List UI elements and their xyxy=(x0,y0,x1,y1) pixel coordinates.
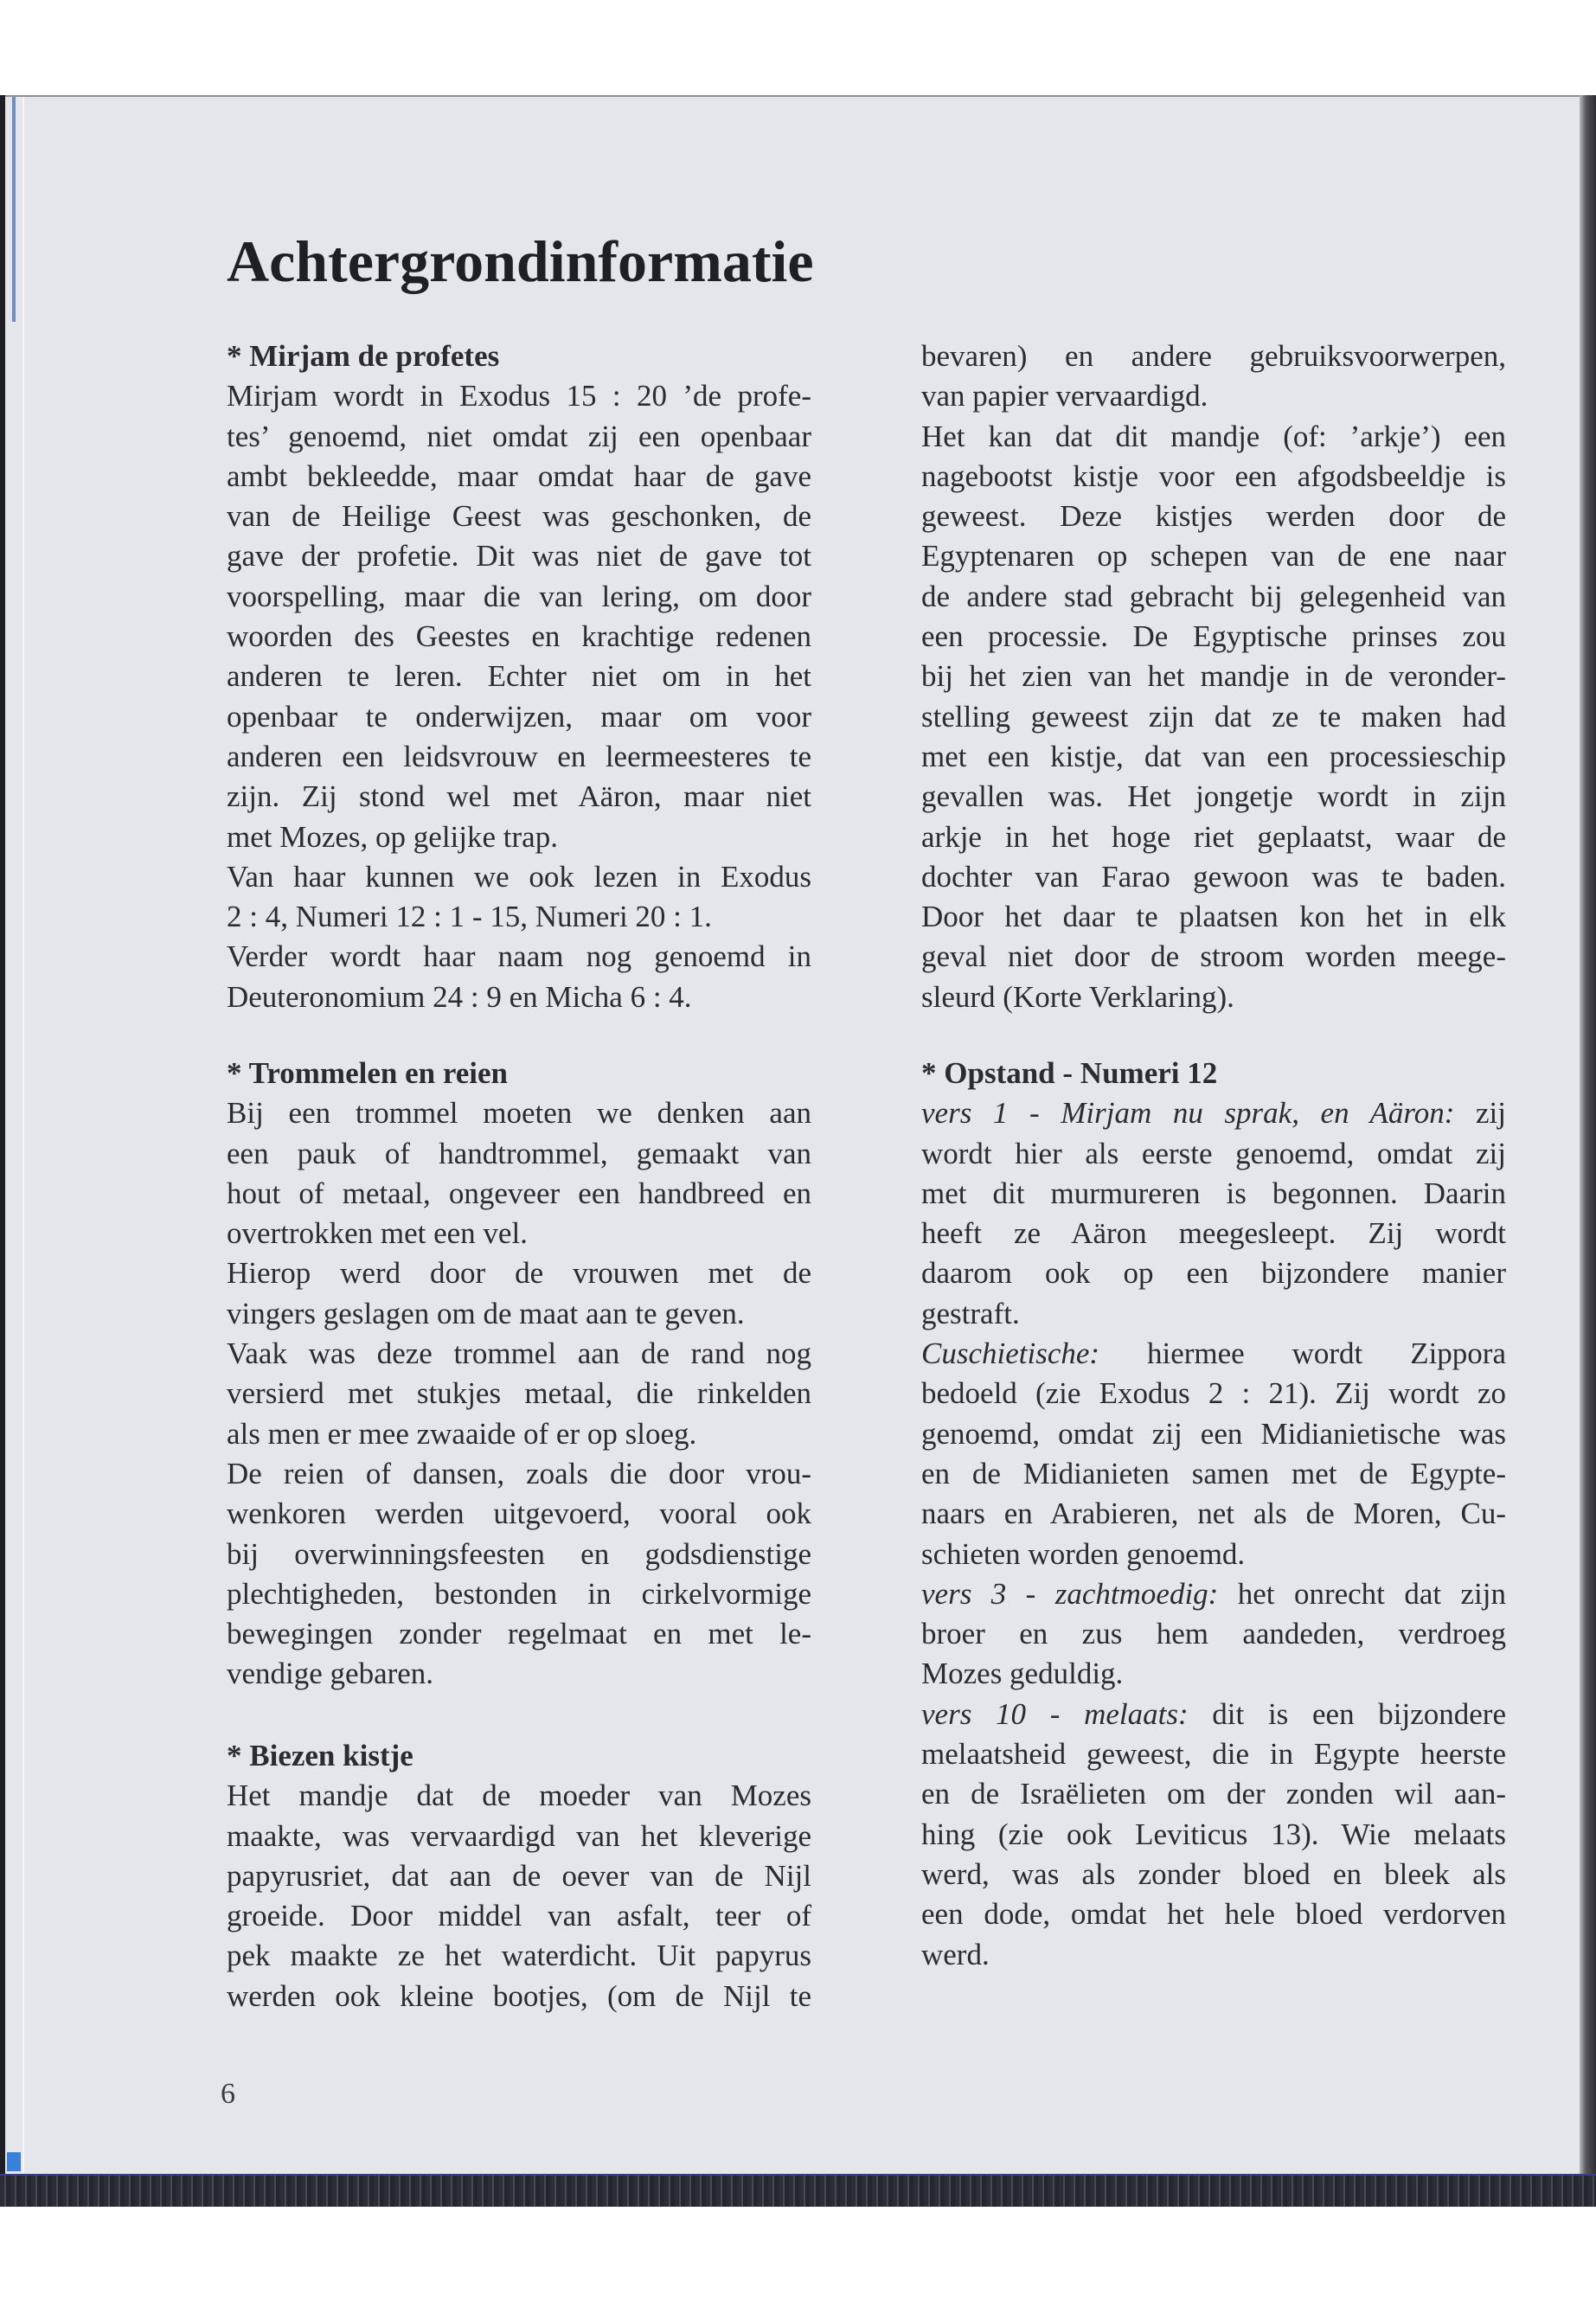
text-line xyxy=(227,497,811,536)
text-line xyxy=(921,937,1506,977)
italic-term: vers 10 - melaats: xyxy=(921,1696,1189,1731)
italic-term: Cuschietische: xyxy=(921,1336,1100,1371)
line-text: de andere stad gebracht bij gelegenheid van xyxy=(921,579,1506,613)
line-text: woorden des Geestes en krachtige redenen xyxy=(227,619,811,654)
line-text: bewegingen zonder regelmaat en met le- xyxy=(227,1617,811,1651)
blue-corner-mark xyxy=(7,2152,21,2171)
text-line xyxy=(921,1454,1506,1494)
text-line xyxy=(227,977,811,1017)
text-line xyxy=(921,817,1506,857)
line-text: werd, was als zonder bloed en bleek als xyxy=(921,1856,1506,1891)
line-text: Het mandje dat de moeder van Mozes xyxy=(227,1779,811,1813)
line-text: Vaak was deze trommel aan de rand nog xyxy=(227,1336,811,1371)
text-line xyxy=(227,1614,811,1654)
line-text: plechtigheden, bestonden in cirkelvormige xyxy=(227,1576,811,1611)
line-text: hiermee wordt Zippora xyxy=(1099,1336,1506,1371)
line-text: bedoeld (zie Exodus 2 : 21). Zij wordt zo xyxy=(921,1376,1506,1411)
line-text: anderen te leren. Echter niet om in het xyxy=(227,659,811,694)
line-text: maakte, was vervaardigd van het kleverige xyxy=(227,1818,811,1853)
line-text: Het kan dat dit mandje (of: ’arkje’) een xyxy=(921,419,1506,453)
line-text: daarom ook op een bijzondere manier xyxy=(921,1256,1506,1291)
line-text: een pauk of handtrommel, gemaakt van xyxy=(227,1136,811,1170)
line-text: bij het zien van het mandje in de veronder- xyxy=(921,659,1506,694)
text-line xyxy=(227,1214,811,1253)
line-text: met een kistje, dat van een processieschip xyxy=(921,739,1506,773)
line-text: groeide. Door middel van asfalt, teer of xyxy=(227,1899,811,1933)
text-line xyxy=(227,1454,811,1494)
text-line xyxy=(921,336,1506,376)
text-line xyxy=(921,617,1506,657)
text-line xyxy=(921,1374,1506,1413)
line-text: schieten worden genoemd. xyxy=(921,1536,1246,1571)
text-line xyxy=(227,777,811,817)
text-line xyxy=(227,1093,811,1133)
text-line xyxy=(921,1855,1506,1894)
text-line xyxy=(227,857,811,897)
line-text: genoemd, omdat zij een Midianietische was xyxy=(921,1416,1506,1451)
text-line xyxy=(921,977,1506,1017)
text-line xyxy=(227,376,811,416)
text-line xyxy=(921,1174,1506,1214)
text-line xyxy=(227,1856,811,1896)
line-text: hing (zie ook Leviticus 13). Wie melaats xyxy=(921,1817,1506,1851)
text-line xyxy=(227,657,811,696)
line-text: voorspelling, maar die van lering, om door xyxy=(227,579,811,613)
italic-term: vers 1 - Mirjam nu sprak, en Aäron: xyxy=(921,1096,1455,1131)
line-text: Door het daar te plaatsen kon het in elk xyxy=(921,900,1506,934)
line-text: zij xyxy=(1454,1096,1506,1131)
line-text: Mirjam wordt in Exodus 15 : 20 ’de profe- xyxy=(227,379,811,413)
text-line xyxy=(921,1494,1506,1534)
right-page-edge xyxy=(1580,95,1596,2176)
line-text: vendige gebaren. xyxy=(227,1657,434,1691)
text-line xyxy=(227,1494,811,1534)
section-trommelen-en-reien xyxy=(227,1054,811,1695)
text-line xyxy=(227,1535,811,1574)
line-text: van papier vervaardigd. xyxy=(921,379,1208,413)
blue-edge-line xyxy=(12,97,16,322)
line-text: vingers geslagen om de maat aan te geven. xyxy=(227,1296,745,1330)
text-line xyxy=(921,777,1506,817)
line-text: versierd met stukjes metaal, die rinkelden xyxy=(227,1376,811,1411)
section-heading: * Mirjam de profetes xyxy=(227,339,500,373)
line-text: Verder wordt haar naam nog genoemd in xyxy=(227,939,811,974)
line-text: heeft ze Aäron meegesleept. Zij wordt xyxy=(921,1216,1506,1251)
text-line xyxy=(227,697,811,737)
line-text: sleurd (Korte Verklaring). xyxy=(921,979,1234,1014)
book-spine-edge xyxy=(0,95,5,2176)
text-line xyxy=(921,417,1506,457)
section-heading: * Trommelen en reien xyxy=(227,1056,508,1090)
text-line xyxy=(227,457,811,497)
line-text: gestraft. xyxy=(921,1296,1020,1330)
text-line xyxy=(227,417,811,457)
section-heading: * Opstand - Numeri 12 xyxy=(921,1056,1218,1090)
text-line xyxy=(227,1174,811,1214)
text-line xyxy=(227,1896,811,1936)
text-line xyxy=(921,536,1506,576)
section-biezen-kistje xyxy=(227,1736,811,2016)
line-text: het onrecht dat zijn xyxy=(1218,1576,1506,1611)
line-text: gevallen was. Het jongetje wordt in zijn xyxy=(921,779,1506,814)
text-line xyxy=(227,1294,811,1334)
text-line xyxy=(921,1574,1506,1614)
scanner-bottom-band xyxy=(0,2174,1596,2207)
text-line xyxy=(921,1414,1506,1454)
line-text: stelling geweest zijn dat ze te maken had xyxy=(921,699,1506,734)
line-text: pek maakte ze het waterdicht. Uit papyrus xyxy=(227,1939,811,1973)
text-line xyxy=(921,1654,1506,1694)
text-line xyxy=(921,1334,1506,1374)
line-text: met dit murmureren is begonnen. Daarin xyxy=(921,1176,1506,1210)
text-line xyxy=(227,1654,811,1694)
text-line xyxy=(921,497,1506,536)
line-text: hout of metaal, ongeveer een handbreed en xyxy=(227,1176,811,1210)
text-line xyxy=(227,1134,811,1174)
line-text: een dode, omdat het hele bloed verdorven xyxy=(921,1897,1506,1932)
text-line xyxy=(227,1776,811,1816)
text-line xyxy=(921,1894,1506,1934)
text-line xyxy=(227,1414,811,1454)
line-text: een processie. De Egyptische prinses zou xyxy=(921,619,1506,654)
text-line xyxy=(227,1334,811,1374)
text-line xyxy=(921,1214,1506,1253)
text-line xyxy=(921,737,1506,777)
text-line xyxy=(227,1374,811,1413)
line-text: en de Midianieten samen met de Egypte- xyxy=(921,1456,1506,1490)
line-text: van de Heilige Geest was geschonken, de xyxy=(227,499,811,534)
line-text: en de Israëlieten om der zonden wil aan- xyxy=(921,1777,1506,1811)
text-line xyxy=(921,697,1506,737)
text-line xyxy=(227,1574,811,1614)
text-line xyxy=(921,376,1506,416)
line-text: Bij een trommel moeten we denken aan xyxy=(227,1096,811,1131)
section-mirjam-de-profetes xyxy=(227,336,811,1017)
line-text: De reien of dansen, zoals die door vrou- xyxy=(227,1456,811,1490)
line-text: papyrusriet, dat aan de oever van de Nijl xyxy=(227,1858,811,1893)
line-text: broer en zus hem aandeden, verdroeg xyxy=(921,1617,1506,1651)
text-line xyxy=(921,657,1506,696)
text-line xyxy=(227,1253,811,1293)
line-text: als men er mee zwaaide of er op sloeg. xyxy=(227,1416,697,1451)
text-line xyxy=(227,577,811,617)
line-text: anderen een leidsvrouw en leermeesteres te xyxy=(227,739,811,773)
italic-term: vers 3 - zachtmoedig: xyxy=(921,1576,1219,1611)
line-text: zijn. Zij stond wel met Aäron, maar niet xyxy=(227,779,811,814)
line-text: 2 : 4, Numeri 12 : 1 - 15, Numeri 20 : 1. xyxy=(227,900,712,934)
line-text: Deuteronomium 24 : 9 en Micha 6 : 4. xyxy=(227,979,692,1014)
line-text: Hierop werd door de vrouwen met de xyxy=(227,1256,811,1291)
text-line xyxy=(921,1253,1506,1293)
line-text: bevaren) en andere gebruiksvoorwerpen, xyxy=(921,339,1506,373)
page-title: Achtergrondinformatie xyxy=(227,228,814,294)
line-text: dochter van Farao gewoon was te baden. xyxy=(921,859,1506,894)
line-text: nagebootst kistje voor een afgodsbeeldje is xyxy=(921,458,1506,493)
text-line xyxy=(227,1977,811,2016)
page-edge-highlight xyxy=(22,97,24,2173)
text-line xyxy=(921,1774,1506,1814)
text-line xyxy=(227,937,811,977)
text-line xyxy=(227,617,811,657)
line-text: dit is een bijzondere xyxy=(1188,1696,1506,1731)
text-line xyxy=(921,897,1506,937)
section-opstand-numeri-12 xyxy=(921,1054,1506,1975)
text-line xyxy=(921,1535,1506,1574)
line-text: arkje in het hoge riet geplaatst, waar de xyxy=(921,819,1506,854)
line-text: wordt hier als eerste genoemd, omdat zij xyxy=(921,1136,1506,1170)
line-text: openbaar te onderwijzen, maar om voor xyxy=(227,699,811,734)
text-line xyxy=(227,1817,811,1856)
line-text: geweest. Deze kistjes werden door de xyxy=(921,499,1506,534)
line-text: melaatsheid geweest, die in Egypte heerste xyxy=(921,1737,1506,1772)
text-line xyxy=(227,817,811,857)
text-line xyxy=(921,457,1506,497)
line-text: bij overwinningsfeesten en godsdienstige xyxy=(227,1536,811,1571)
text-line xyxy=(921,1614,1506,1654)
text-line xyxy=(227,536,811,576)
text-line xyxy=(921,1695,1506,1734)
line-text: Mozes geduldig. xyxy=(921,1657,1124,1691)
line-text: tes’ genoemd, niet omdat zij een openbaar xyxy=(227,419,811,453)
text-line xyxy=(921,1093,1506,1133)
text-line xyxy=(227,1936,811,1976)
line-text: met Mozes, op gelijke trap. xyxy=(227,819,558,854)
text-line xyxy=(921,1294,1506,1334)
text-line xyxy=(921,857,1506,897)
section-biezen-kistje-continued xyxy=(921,336,1506,1017)
line-text: Egyptenaren op schepen van de ene naar xyxy=(921,539,1506,574)
page-number: 6 xyxy=(221,2078,235,2110)
line-text: werden ook kleine bootjes, (om de Nijl te xyxy=(227,1978,811,2013)
text-line xyxy=(921,577,1506,617)
line-text: ambt bekleedde, maar omdat haar de gave xyxy=(227,458,811,493)
line-text: werd. xyxy=(921,1937,990,1971)
text-line xyxy=(921,1134,1506,1174)
line-text: Van haar kunnen we ook lezen in Exodus xyxy=(227,859,811,894)
line-text: gave der profetie. Dit was niet de gave tot xyxy=(227,539,811,574)
line-text: wenkoren werden uitgevoerd, vooral ook xyxy=(227,1497,811,1531)
line-text: naars en Arabieren, net als de Moren, Cu- xyxy=(921,1497,1506,1531)
line-text: overtrokken met een vel. xyxy=(227,1216,528,1251)
text-line xyxy=(227,897,811,937)
text-line xyxy=(921,1935,1506,1975)
line-text: geval niet door de stroom worden meege- xyxy=(921,939,1506,974)
section-heading: * Biezen kistje xyxy=(227,1739,413,1772)
text-line xyxy=(227,737,811,777)
text-line xyxy=(921,1815,1506,1855)
text-line xyxy=(921,1734,1506,1774)
